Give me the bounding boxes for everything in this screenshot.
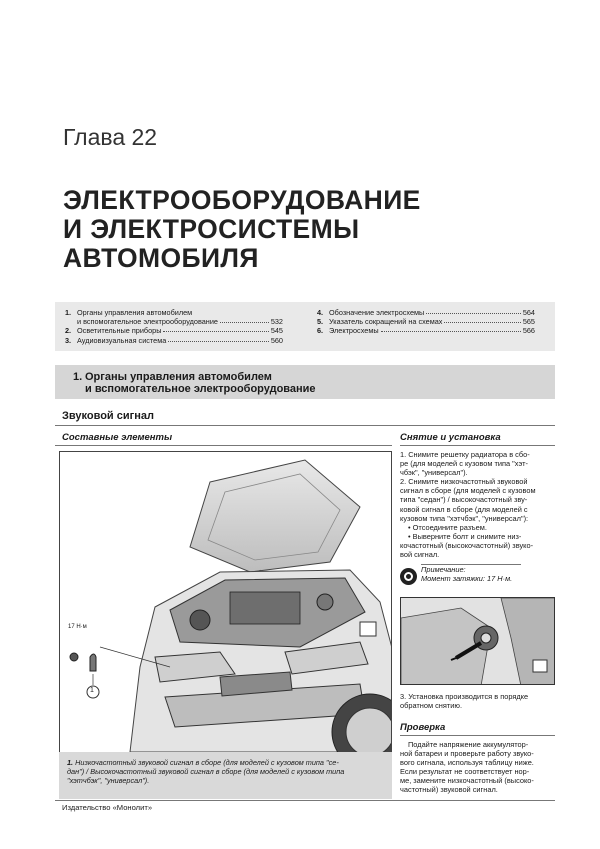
toc-item-cont[interactable] [65,317,283,326]
note-label: Примечание: [421,565,466,574]
check-text [400,740,555,795]
toc-leader [220,322,269,323]
check-heading: Проверка [400,722,446,733]
horn-removal-photo [400,597,555,685]
install-step [400,692,555,710]
callout-number: 1 [90,687,94,694]
title-line: АВТОМОБИЛЯ [63,243,259,273]
figure-caption [59,752,392,799]
divider [400,735,555,736]
chapter-title [63,186,421,273]
toc-item[interactable] [317,308,535,317]
note-text: Момент затяжки: 17 Н·м. [421,574,513,584]
caption-text: Низкочастотный звуковой сигнал в сборе (для моделей с кузовом типа "се- [75,758,339,767]
check-line: Подайте напряжение аккумулятор- [408,740,529,749]
toc-text: Обозначение электросхемы [329,308,425,317]
step-line: ковой сигнал в сборе (для моделей с [400,504,528,514]
toc-item[interactable] [317,317,535,326]
step-line: • Выверните болт и снимите низ- [408,531,522,541]
toc-page: 566 [522,326,535,336]
toc-text: Указатель сокращений на схемах [329,317,443,327]
check-line: Если результат не соответствует нор- [400,767,530,777]
check-line: ной батареи и проверьте работу звуко- [400,749,534,759]
caption-line: дан") / Высокочастотный звуковой сигнал в сборе (для моделей с кузовом типа [67,767,345,776]
section-title-line: Органы управления автомобилем [85,371,272,383]
toc-item[interactable] [65,326,283,335]
step-line: вой сигнал. [400,550,440,560]
toc-column-left [65,308,283,345]
torque-label: 17 Н·м [68,624,87,630]
title-line: ЭЛЕКТРООБОРУДОВАНИЕ [63,185,421,215]
toc-text: Осветительные приборы [77,326,162,336]
toc-page: 532 [270,317,283,327]
section-title-line: и вспомогательное электрооборудование [85,383,316,395]
chapter-label: Глава 22 [63,124,158,150]
title-line: И ЭЛЕКТРОСИСТЕМЫ [63,214,360,244]
subsection-title: Звуковой сигнал [62,410,154,422]
step-line: кочастотный (высокочастотный) звуко- [400,540,534,550]
step-line: • Отсоедините разъем. [408,522,487,532]
toc-text: Органы управления автомобилем [77,308,193,317]
caption-num: 1. [67,758,74,767]
horn-location-figure [59,451,392,799]
torque-wrench-icon [400,568,417,585]
toc-leader [444,322,520,323]
components-heading: Составные элементы [62,432,173,443]
toc-item[interactable] [65,336,283,345]
toc-page: 560 [270,335,283,345]
toc-text: и вспомогательное электрооборудование [77,317,218,327]
step-line: типа "седан") / высокочастотный зву- [400,495,528,505]
toc-text: Аудиовизуальная система [77,335,167,345]
toc-column-right [317,308,535,336]
check-line: вого сигнала, используя таблицу ниже. [400,758,534,768]
step-line: обратном снятию. [400,701,463,711]
toc-leader [426,313,521,314]
removal-heading: Снятие и установка [400,432,501,443]
divider [55,445,392,446]
step-line: ре (для моделей с кузовом типа "хэт- [400,459,528,469]
caption-line: "хэтчбэк", "универсал"). [67,776,150,785]
section-title [85,371,316,395]
footer-divider [55,800,555,801]
toc-page: 565 [522,317,535,327]
publisher-footer: Издательство «Монолит» [62,803,153,812]
toc-page: 545 [270,326,283,336]
toc-text: Электросхемы [329,326,379,336]
toc-num: 1. [65,308,72,317]
car-illustration [60,452,392,752]
toc-num: 6. [317,326,324,336]
toc-num: 5. [317,317,324,327]
toc-page: 564 [522,308,535,317]
check-line: частотный) звуковой сигнал. [400,785,498,795]
toc-item[interactable] [65,308,283,317]
section-heading-bar [55,365,555,399]
removal-steps [400,450,555,559]
step-line: кузовом типа "хэтчбэк", "универсал"): [400,513,529,523]
step-line: 1. Снимите решетку радиатора в сбо- [400,450,530,459]
toc-item[interactable] [317,326,535,335]
step-line: 3. Установка производится в порядке [400,692,529,701]
section-number: 1. [73,371,83,383]
toc-leader [168,341,268,342]
toc-num: 4. [317,308,324,317]
toc-leader [381,331,521,332]
divider [400,445,555,446]
check-line: ме, замените низкочастотный (высоко- [400,776,534,786]
engine-bay-drawing [401,598,555,685]
toc-num: 3. [65,335,72,345]
divider [55,425,555,426]
toc-num: 2. [65,326,72,336]
step-line: 2. Снимите низкочастотный звуковой [400,477,528,487]
caption-line [67,758,384,767]
table-of-contents [55,302,555,351]
step-line: чбэк", "универсал"). [400,468,468,478]
toc-leader [163,331,268,332]
note [421,565,512,583]
step-line: сигнал в сборе (для моделей с кузовом [400,486,536,496]
